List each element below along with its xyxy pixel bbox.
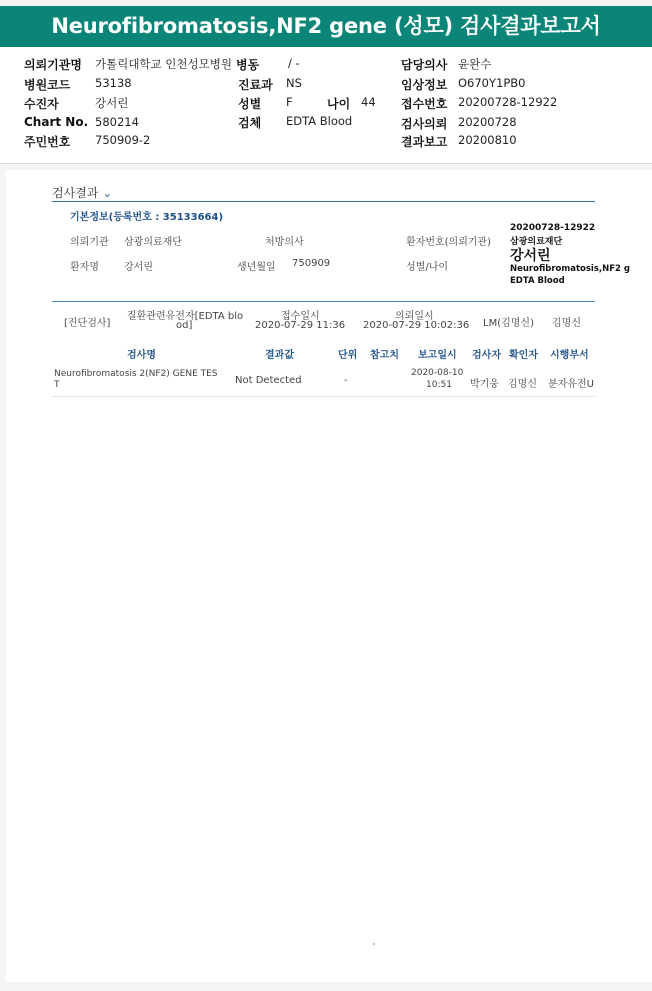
col-header-tester: 검사자	[472, 350, 501, 361]
birth-date-label: 생년월일	[237, 262, 276, 273]
institution-label: 의뢰기관명	[24, 58, 82, 72]
patient-info-panel	[0, 47, 652, 164]
receipt-datetime-value: 2020-07-29 11:36	[255, 320, 346, 331]
sticker-specimen: EDTA Blood	[510, 276, 565, 286]
section-title	[52, 184, 112, 201]
dx-name-line1: 질환관련유전자[EDTA blo	[127, 311, 244, 322]
patient-label: 수진자	[24, 97, 59, 111]
hospital-code-label: 병원코드	[24, 78, 71, 92]
sex-label: 성별	[238, 97, 262, 111]
doctor-value: 윤완수	[458, 57, 492, 71]
col-header-result: 결과값	[265, 350, 294, 361]
request-datetime-value: 2020-07-29 10:02:36	[363, 320, 470, 331]
patient-number-label: 환자번호(의뢰기관)	[406, 237, 492, 248]
test-request-value: 20200728	[458, 115, 517, 129]
sex-age-label: 성별/나이	[406, 262, 449, 273]
specimen-value: EDTA Blood	[286, 114, 353, 128]
age-label: 나이	[327, 97, 351, 111]
dx-category: [진단검사]	[64, 318, 111, 329]
hospital-code-value: 53138	[95, 76, 132, 90]
row-unit: -	[344, 375, 348, 386]
request-institution-label: 의뢰기관	[70, 237, 109, 248]
chart-number-value: 580214	[95, 115, 139, 129]
institution-value: 가톨릭대학교 인천성모병원	[95, 57, 232, 71]
col-header-confirmer: 확인자	[509, 350, 538, 361]
patient-value: 강서린	[95, 96, 129, 110]
test-request-label: 검사의뢰	[401, 117, 448, 131]
col-header-department: 시행부서	[550, 350, 589, 361]
receipt-number-value: 20200728-12922	[458, 95, 558, 109]
row-test-name-line1: Neurofibromatosis 2(NF2) GENE TES	[54, 369, 218, 379]
sticker-patient-name: 강서린	[510, 248, 551, 264]
sex-value: F	[286, 95, 293, 109]
col-header-test-name: 검사명	[127, 350, 156, 361]
specimen-label: 검체	[238, 116, 262, 130]
lab-manager-name: 김명신	[552, 318, 581, 329]
sticker-institution: 삼광의료재단	[510, 237, 563, 247]
row-tester: 박기웅	[470, 379, 499, 390]
section-title-text: 검사결과	[52, 186, 99, 200]
resident-number-value: 750909-2	[95, 133, 151, 147]
result-report-value: 20200810	[458, 133, 517, 147]
receipt-datetime-label: 접수일시	[281, 311, 320, 322]
col-header-unit: 단위	[338, 350, 358, 361]
row-divider	[52, 396, 595, 397]
row-confirmer: 김명신	[508, 379, 537, 390]
sticker-test-name: Neurofibromatosis,NF2 g	[510, 264, 631, 274]
row-report-date-line1: 2020-08-10	[411, 368, 464, 378]
resident-number-label: 주민번호	[24, 135, 71, 149]
department-value: NS	[286, 76, 302, 90]
clinical-info-value: O670Y1PB0	[458, 76, 526, 90]
scan-speck	[373, 943, 375, 945]
order-divider	[52, 301, 595, 302]
col-header-report-date: 보고일시	[418, 350, 457, 361]
ward-value: / -	[288, 56, 300, 70]
row-test-name-line2: T	[54, 380, 60, 390]
row-report-date-line2: 10:51	[426, 380, 452, 390]
section-divider	[52, 201, 595, 202]
lab-manager: LM(김명신)	[483, 318, 534, 329]
result-report-label: 결과보고	[401, 135, 448, 149]
dx-name-line2: od]	[176, 320, 193, 331]
scanned-report	[6, 170, 652, 982]
chevron-down-icon: ⌄	[102, 186, 113, 200]
department-label: 진료과	[238, 78, 273, 92]
ward-label: 병동	[236, 58, 260, 72]
age-value: 44	[361, 95, 376, 109]
patient-name-label: 환자명	[70, 262, 99, 273]
receipt-number-label: 접수번호	[401, 97, 448, 111]
chart-number-label: Chart No.	[24, 115, 89, 129]
specimen-label-sticker	[506, 218, 648, 294]
patient-name-value: 강서린	[124, 262, 153, 273]
report-title: Neurofibromatosis,NF2 gene (성모) 검사결과보고서	[0, 6, 652, 47]
sticker-receipt-number: 20200728-12922	[510, 223, 596, 233]
request-datetime-label: 의뢰일시	[395, 311, 434, 322]
col-header-reference: 참고치	[370, 350, 399, 361]
doctor-label: 담당의사	[401, 58, 448, 72]
row-result: Not Detected	[235, 375, 302, 386]
request-institution-value: 삼광의료재단	[124, 237, 182, 248]
clinical-info-label: 임상정보	[401, 78, 448, 92]
prescribing-doctor-label: 처방의사	[265, 237, 304, 248]
basic-info-heading: 기본정보(등록번호 : 35133664)	[70, 212, 224, 223]
birth-date-value: 750909	[292, 258, 331, 269]
row-department: 분자유전U	[548, 379, 594, 390]
